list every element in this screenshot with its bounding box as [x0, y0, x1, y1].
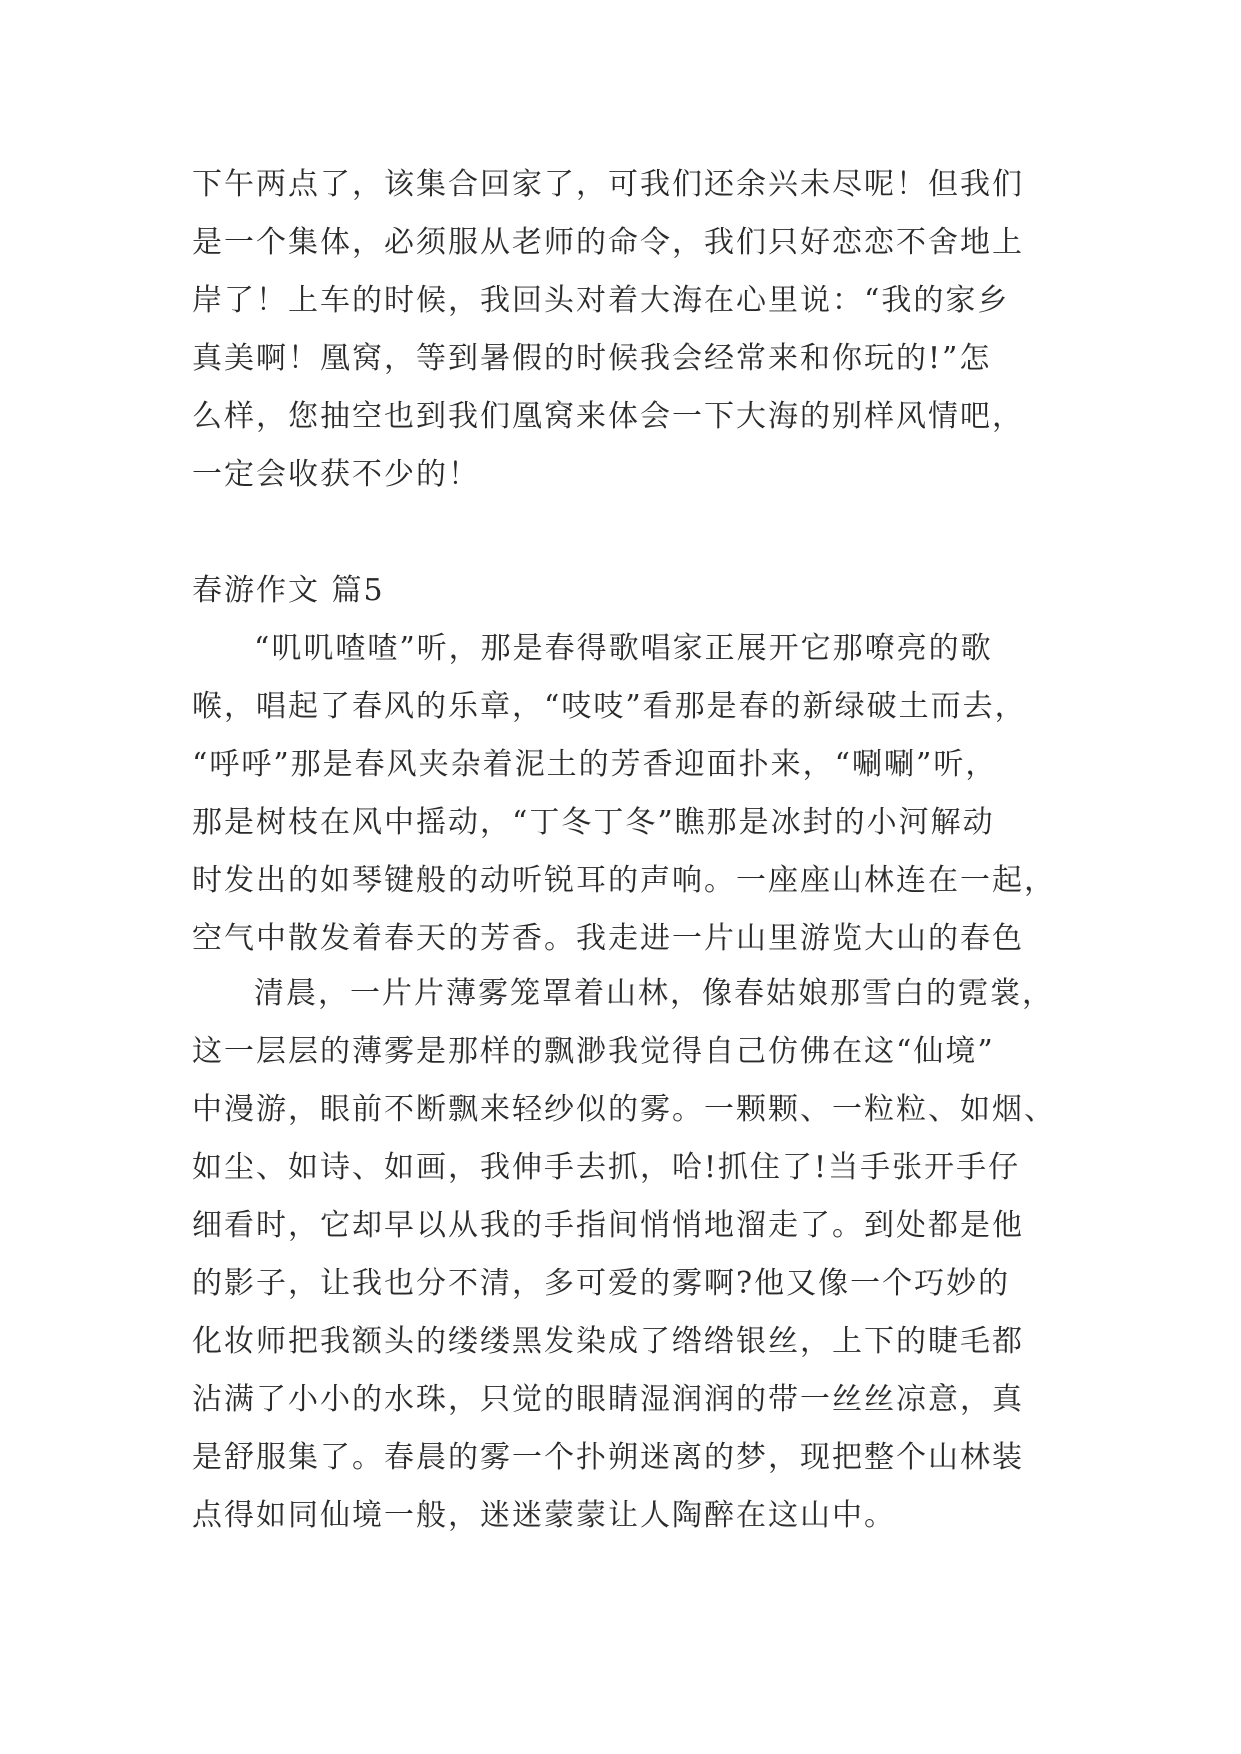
text-line: 沾满了小小的水珠，只觉的眼睛湿润润的带一丝丝凉意，真	[192, 1382, 1024, 1417]
text-line: “叽叽喳喳”听，那是春得歌唱家正展开它那嘹亮的歌	[254, 631, 993, 666]
text-line: 点得如同仙境一般，迷迷蒙蒙让人陶醉在这山中。	[192, 1498, 896, 1533]
text-line: 是一个集体，必须服从老师的命令，我们只好恋恋不舍地上	[192, 225, 1024, 260]
text-line: “呼呼”那是春风夹杂着泥土的芳香迎面扑来，“唰唰”听，	[192, 747, 998, 782]
text-line: 么样，您抽空也到我们凰窝来体会一下大海的别样风情吧，	[192, 399, 1024, 434]
text-line: 的影子，让我也分不清，多可爱的雾啊?他又像一个巧妙的	[192, 1266, 1011, 1301]
text-line: 喉，唱起了春风的乐章，“吱吱”看那是春的新绿破土而去，	[192, 689, 1027, 724]
text-line: 清晨，一片片薄雾笼罩着山林，像春姑娘那雪白的霓裳，	[254, 976, 1054, 1011]
text-line: 细看时，它却早以从我的手指间悄悄地溜走了。到处都是他	[192, 1208, 1024, 1243]
paragraph-2	[192, 620, 1072, 968]
text-line: 一定会收获不少的！	[192, 457, 480, 492]
text-line: 化妆师把我额头的缕缕黑发染成了绺绺银丝，上下的睫毛都	[192, 1324, 1024, 1359]
section-heading: 春游作文 篇5	[192, 573, 385, 608]
text-line: 岸了！上车的时候，我回头对着大海在心里说：“我的家乡	[192, 283, 1010, 318]
text-line: 那是树枝在风中摇动，“丁冬丁冬”瞧那是冰封的小河解动	[192, 805, 995, 840]
text-line: 这一层层的薄雾是那样的飘渺我觉得自己仿佛在这“仙境”	[192, 1034, 995, 1069]
text-line: 空气中散发着春天的芳香。我走进一片山里游览大山的春色	[192, 921, 1024, 956]
text-line: 真美啊！凰窝，等到暑假的时候我会经常来和你玩的!”怎	[192, 341, 992, 376]
text-line: 如尘、如诗、如画，我伸手去抓，哈!抓住了!当手张开手仔	[192, 1150, 1021, 1185]
text-line: 是舒服集了。春晨的雾一个扑朔迷离的梦，现把整个山林装	[192, 1440, 1024, 1475]
text-line: 下午两点了，该集合回家了，可我们还余兴未尽呢！但我们	[192, 167, 1024, 202]
paragraph-3	[192, 965, 1072, 1545]
paragraph-1	[192, 156, 1072, 504]
text-line: 时发出的如琴键般的动听锐耳的声响。一座座山林连在一起，	[192, 863, 1056, 898]
text-line: 中漫游，眼前不断飘来轻纱似的雾。一颗颗、一粒粒、如烟、	[192, 1092, 1056, 1127]
